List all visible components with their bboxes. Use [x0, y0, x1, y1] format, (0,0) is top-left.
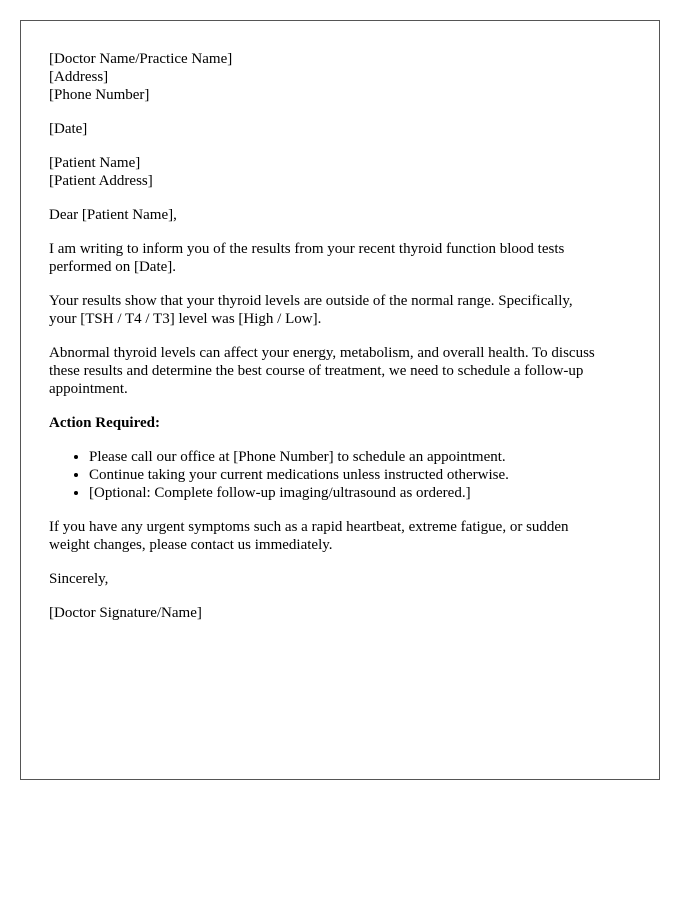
paragraph-line: these results and determine the best course of treatment, we need to schedule a follow-up [49, 363, 584, 379]
urgent-symptoms-paragraph [49, 518, 631, 554]
recipient-address: [Patient Address] [49, 173, 153, 189]
signature-block [49, 604, 631, 622]
paragraph-line: Abnormal thyroid levels can affect your energy, metabolism, and overall health. To discuss [49, 345, 595, 361]
list-item: • Continue taking your current medications unless instructed otherwise. [89, 466, 631, 484]
paragraph-line: Your results show that your thyroid levels are outside of the normal range. Specifically, [49, 293, 573, 309]
paragraph-line: weight changes, please contact us immediately. [49, 537, 333, 553]
paragraph-line: performed on [Date]. [49, 259, 177, 275]
sender-name: [Doctor Name/Practice Name] [49, 51, 233, 67]
signature-text: [Doctor Signature/Name] [49, 605, 202, 621]
letter-document [20, 20, 660, 780]
results-intro-paragraph [49, 240, 631, 276]
date-block [49, 120, 631, 138]
paragraph-line: appointment. [49, 381, 128, 397]
salutation [49, 206, 631, 224]
paragraph-line: your [TSH / T4 / T3] level was [High / Low]. [49, 311, 322, 327]
paragraph-line: If you have any urgent symptoms such as a rapid heartbeat, extreme fatigue, or sudden [49, 519, 569, 535]
closing [49, 570, 631, 588]
list-item: • [Optional: Complete follow-up imaging/ultrasound as ordered.] [89, 484, 631, 502]
sender-phone: [Phone Number] [49, 87, 150, 103]
list-item: • Please call our office at [Phone Number] to schedule an appointment. [89, 448, 631, 466]
closing-text: Sincerely, [49, 571, 109, 587]
action-list [49, 448, 631, 502]
sender-block [49, 50, 631, 104]
recipient-block [49, 154, 631, 190]
explanation-paragraph [49, 344, 631, 398]
paragraph-line: I am writing to inform you of the results from your recent thyroid function blood tests [49, 241, 565, 257]
recipient-name: [Patient Name] [49, 155, 141, 171]
salutation-text: Dear [Patient Name], [49, 207, 177, 223]
letter-date: [Date] [49, 121, 88, 137]
results-detail-paragraph [49, 292, 631, 328]
action-required-heading: Action Required: [49, 415, 160, 431]
sender-address: [Address] [49, 69, 109, 85]
